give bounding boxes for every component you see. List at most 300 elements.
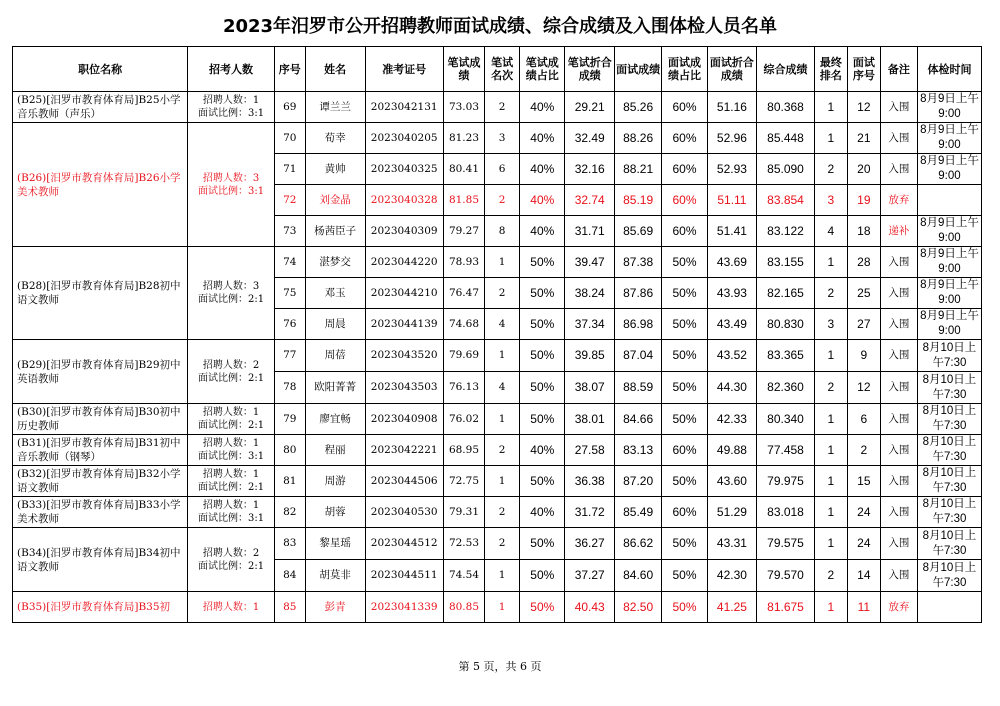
- time-cell: 8月10日上午7:30: [917, 560, 981, 592]
- wpct-cell: 40%: [520, 216, 565, 247]
- header-cell: 面试成绩占比: [662, 47, 707, 92]
- wrank-cell: 4: [485, 309, 520, 340]
- ticket-cell: 2023044210: [365, 278, 443, 309]
- wconv-cell: 27.58: [565, 435, 614, 466]
- interview-cell: 84.66: [614, 404, 661, 435]
- interview-cell: 85.49: [614, 497, 661, 528]
- recruit-count-cell: [188, 247, 275, 340]
- interview-ratio: 面试比例：3:1: [197, 108, 265, 119]
- no-cell: 78: [274, 372, 305, 404]
- iseq-cell: 25: [847, 278, 880, 309]
- time-cell: 8月9日上午9:00: [917, 92, 981, 123]
- written-cell: 81.23: [443, 123, 484, 154]
- header-cell: 准考证号: [365, 47, 443, 92]
- wpct-cell: 50%: [520, 528, 565, 560]
- ticket-cell: 2023044512: [365, 528, 443, 560]
- time-cell: [917, 185, 981, 216]
- wpct-cell: 50%: [520, 466, 565, 497]
- iconv-cell: 51.11: [707, 185, 756, 216]
- position-name-cell: (B33)[汨罗市教育体育局]B33小学美术教师: [13, 497, 188, 528]
- note-cell: 入围: [880, 560, 917, 592]
- written-cell: 73.03: [443, 92, 484, 123]
- header-cell: 序号: [274, 47, 305, 92]
- wpct-cell: 50%: [520, 560, 565, 592]
- name-cell: 程丽: [305, 435, 365, 466]
- iseq-cell: 19: [847, 185, 880, 216]
- wpct-cell: 40%: [520, 123, 565, 154]
- written-cell: 72.75: [443, 466, 484, 497]
- iconv-cell: 43.69: [707, 247, 756, 278]
- iseq-cell: 24: [847, 528, 880, 560]
- position-name-cell: (B35)[汨罗市教育体育局]B35初: [13, 592, 188, 623]
- wconv-cell: 31.71: [565, 216, 614, 247]
- total-cell: 85.090: [757, 154, 815, 185]
- final-cell: 3: [814, 185, 847, 216]
- iconv-cell: 52.93: [707, 154, 756, 185]
- no-cell: 75: [274, 278, 305, 309]
- wpct-cell: 40%: [520, 185, 565, 216]
- recruit-count-cell: [188, 592, 275, 623]
- wconv-cell: 37.27: [565, 560, 614, 592]
- iseq-cell: 12: [847, 372, 880, 404]
- name-cell: 欧阳菁菁: [305, 372, 365, 404]
- name-cell: 荀幸: [305, 123, 365, 154]
- wpct-cell: 40%: [520, 435, 565, 466]
- time-cell: 8月10日上午7:30: [917, 497, 981, 528]
- recruit-count-cell: [188, 340, 275, 404]
- wrank-cell: 1: [485, 592, 520, 623]
- ticket-cell: 2023040309: [365, 216, 443, 247]
- ticket-cell: 2023041339: [365, 592, 443, 623]
- written-cell: 72.53: [443, 528, 484, 560]
- wpct-cell: 50%: [520, 340, 565, 372]
- position-name-cell: (B34)[汨罗市教育体育局]B34初中语文教师: [13, 528, 188, 592]
- written-cell: 76.13: [443, 372, 484, 404]
- ticket-cell: 2023044139: [365, 309, 443, 340]
- header-cell: 面试序号: [847, 47, 880, 92]
- final-cell: 1: [814, 435, 847, 466]
- header-cell: 招考人数: [188, 47, 275, 92]
- iseq-cell: 20: [847, 154, 880, 185]
- recruit-count: 招聘人数：1: [202, 469, 260, 480]
- written-cell: 79.31: [443, 497, 484, 528]
- table-row: [13, 466, 982, 497]
- recruit-count: 招聘人数：2: [202, 359, 260, 371]
- total-cell: 82.360: [757, 372, 815, 404]
- wconv-cell: 36.27: [565, 528, 614, 560]
- wrank-cell: 2: [485, 278, 520, 309]
- ipct-cell: 60%: [662, 216, 707, 247]
- interview-cell: 87.04: [614, 340, 661, 372]
- recruit-count-cell: [188, 92, 275, 123]
- note-cell: 入围: [880, 278, 917, 309]
- header-cell: 笔试名次: [485, 47, 520, 92]
- no-cell: 70: [274, 123, 305, 154]
- name-cell: 周蓓: [305, 340, 365, 372]
- no-cell: 72: [274, 185, 305, 216]
- name-cell: 杨茜臣子: [305, 216, 365, 247]
- recruit-count-cell: [188, 435, 275, 466]
- ticket-cell: 2023040328: [365, 185, 443, 216]
- wrank-cell: 2: [485, 435, 520, 466]
- iconv-cell: 49.88: [707, 435, 756, 466]
- table-row: [13, 340, 982, 372]
- iconv-cell: 42.33: [707, 404, 756, 435]
- recruit-count: 招聘人数：1: [202, 95, 260, 106]
- no-cell: 82: [274, 497, 305, 528]
- wrank-cell: 1: [485, 247, 520, 278]
- recruit-count: 招聘人数：1: [202, 601, 260, 613]
- iseq-cell: 6: [847, 404, 880, 435]
- time-cell: 8月9日上午9:00: [917, 247, 981, 278]
- ipct-cell: 50%: [662, 404, 707, 435]
- time-cell: 8月9日上午9:00: [917, 216, 981, 247]
- ticket-cell: 2023042221: [365, 435, 443, 466]
- ticket-cell: 2023043520: [365, 340, 443, 372]
- iconv-cell: 43.60: [707, 466, 756, 497]
- ipct-cell: 60%: [662, 185, 707, 216]
- ipct-cell: 60%: [662, 497, 707, 528]
- ticket-cell: 2023040908: [365, 404, 443, 435]
- final-cell: 1: [814, 92, 847, 123]
- ipct-cell: 60%: [662, 154, 707, 185]
- final-cell: 3: [814, 309, 847, 340]
- name-cell: 谭兰兰: [305, 92, 365, 123]
- note-cell: 入围: [880, 404, 917, 435]
- recruit-count: 招聘人数：1: [202, 500, 260, 511]
- total-cell: 83.122: [757, 216, 815, 247]
- interview-ratio: 面试比例：3:1: [197, 513, 265, 524]
- ipct-cell: 50%: [662, 372, 707, 404]
- wconv-cell: 40.43: [565, 592, 614, 623]
- wconv-cell: 36.38: [565, 466, 614, 497]
- header-cell: 面试成绩: [614, 47, 661, 92]
- wrank-cell: 1: [485, 466, 520, 497]
- ipct-cell: 50%: [662, 466, 707, 497]
- position-name-cell: (B25)[汨罗市教育体育局]B25小学音乐教师（声乐）: [13, 92, 188, 123]
- written-cell: 76.47: [443, 278, 484, 309]
- note-cell: 入围: [880, 340, 917, 372]
- recruit-count-cell: [188, 123, 275, 247]
- no-cell: 76: [274, 309, 305, 340]
- final-cell: 1: [814, 247, 847, 278]
- interview-ratio: 面试比例：3:1: [197, 451, 265, 462]
- written-cell: 78.93: [443, 247, 484, 278]
- wpct-cell: 50%: [520, 592, 565, 623]
- time-cell: 8月10日上午7:30: [917, 340, 981, 372]
- final-cell: 1: [814, 592, 847, 623]
- interview-cell: 86.62: [614, 528, 661, 560]
- no-cell: 73: [274, 216, 305, 247]
- iseq-cell: 18: [847, 216, 880, 247]
- iconv-cell: 43.31: [707, 528, 756, 560]
- final-cell: 2: [814, 278, 847, 309]
- total-cell: 82.165: [757, 278, 815, 309]
- name-cell: 胡莫非: [305, 560, 365, 592]
- table-body: [13, 92, 982, 623]
- written-cell: 80.41: [443, 154, 484, 185]
- no-cell: 83: [274, 528, 305, 560]
- wpct-cell: 50%: [520, 309, 565, 340]
- note-cell: 入围: [880, 154, 917, 185]
- ipct-cell: 60%: [662, 435, 707, 466]
- wpct-cell: 40%: [520, 154, 565, 185]
- interview-cell: 85.26: [614, 92, 661, 123]
- no-cell: 79: [274, 404, 305, 435]
- iseq-cell: 14: [847, 560, 880, 592]
- name-cell: 胡蓉: [305, 497, 365, 528]
- total-cell: 80.340: [757, 404, 815, 435]
- time-cell: 8月9日上午9:00: [917, 154, 981, 185]
- ticket-cell: 2023040205: [365, 123, 443, 154]
- time-cell: 8月10日上午7:30: [917, 528, 981, 560]
- name-cell: 黄帅: [305, 154, 365, 185]
- total-cell: 83.365: [757, 340, 815, 372]
- total-cell: 83.155: [757, 247, 815, 278]
- interview-cell: 85.69: [614, 216, 661, 247]
- table-header-row: [13, 47, 982, 92]
- recruit-count: 招聘人数：1: [202, 438, 260, 449]
- interview-ratio: 面试比例：2:1: [197, 560, 265, 572]
- time-cell: 8月9日上午9:00: [917, 278, 981, 309]
- final-cell: 1: [814, 340, 847, 372]
- position-name-cell: (B26)[汨罗市教育体育局]B26小学美术教师: [13, 123, 188, 247]
- ticket-cell: 2023042131: [365, 92, 443, 123]
- header-cell: 笔试成绩占比: [520, 47, 565, 92]
- wrank-cell: 1: [485, 560, 520, 592]
- no-cell: 74: [274, 247, 305, 278]
- iconv-cell: 41.25: [707, 592, 756, 623]
- name-cell: 黎星瑶: [305, 528, 365, 560]
- interview-cell: 82.50: [614, 592, 661, 623]
- recruit-count: 招聘人数：2: [202, 547, 260, 559]
- wrank-cell: 1: [485, 340, 520, 372]
- wrank-cell: 2: [485, 497, 520, 528]
- total-cell: 79.975: [757, 466, 815, 497]
- table-row: [13, 528, 982, 560]
- header-cell: 姓名: [305, 47, 365, 92]
- table-row: [13, 92, 982, 123]
- total-cell: 81.675: [757, 592, 815, 623]
- recruit-count: 招聘人数：3: [202, 281, 260, 292]
- time-cell: 8月9日上午9:00: [917, 123, 981, 154]
- iseq-cell: 21: [847, 123, 880, 154]
- interview-cell: 84.60: [614, 560, 661, 592]
- ticket-cell: 2023040325: [365, 154, 443, 185]
- wpct-cell: 40%: [520, 497, 565, 528]
- header-cell: 最终排名: [814, 47, 847, 92]
- final-cell: 2: [814, 154, 847, 185]
- iseq-cell: 28: [847, 247, 880, 278]
- iseq-cell: 9: [847, 340, 880, 372]
- table-row: [13, 592, 982, 623]
- position-name-cell: (B32)[汨罗市教育体育局]B32小学语文教师: [13, 466, 188, 497]
- wconv-cell: 38.24: [565, 278, 614, 309]
- iseq-cell: 24: [847, 497, 880, 528]
- note-cell: 入围: [880, 123, 917, 154]
- wconv-cell: 32.16: [565, 154, 614, 185]
- iconv-cell: 51.29: [707, 497, 756, 528]
- note-cell: 放弃: [880, 185, 917, 216]
- interview-ratio: 面试比例：3:1: [197, 185, 265, 197]
- header-cell: 面试折合成绩: [707, 47, 756, 92]
- results-table: [12, 46, 982, 623]
- ipct-cell: 50%: [662, 560, 707, 592]
- interview-cell: 88.59: [614, 372, 661, 404]
- header-cell: 体检时间: [917, 47, 981, 92]
- time-cell: 8月10日上午7:30: [917, 466, 981, 497]
- wconv-cell: 32.74: [565, 185, 614, 216]
- wrank-cell: 3: [485, 123, 520, 154]
- written-cell: 79.27: [443, 216, 484, 247]
- wpct-cell: 50%: [520, 372, 565, 404]
- wconv-cell: 39.47: [565, 247, 614, 278]
- name-cell: 廖宜畅: [305, 404, 365, 435]
- time-cell: 8月10日上午7:30: [917, 372, 981, 404]
- written-cell: 80.85: [443, 592, 484, 623]
- ipct-cell: 50%: [662, 528, 707, 560]
- name-cell: 彭青: [305, 592, 365, 623]
- iseq-cell: 12: [847, 92, 880, 123]
- note-cell: 入围: [880, 435, 917, 466]
- header-cell: 备注: [880, 47, 917, 92]
- ipct-cell: 50%: [662, 278, 707, 309]
- name-cell: 邓玉: [305, 278, 365, 309]
- final-cell: 4: [814, 216, 847, 247]
- final-cell: 1: [814, 497, 847, 528]
- position-name-cell: (B31)[汨罗市教育体育局]B31初中音乐教师（钢琴）: [13, 435, 188, 466]
- wrank-cell: 6: [485, 154, 520, 185]
- no-cell: 81: [274, 466, 305, 497]
- total-cell: 80.368: [757, 92, 815, 123]
- total-cell: 79.570: [757, 560, 815, 592]
- interview-cell: 83.13: [614, 435, 661, 466]
- page-title: 2023年汨罗市公开招聘教师面试成绩、综合成绩及入围体检人员名单: [222, 16, 778, 37]
- final-cell: 1: [814, 466, 847, 497]
- note-cell: 入围: [880, 247, 917, 278]
- note-cell: 入围: [880, 466, 917, 497]
- wrank-cell: 2: [485, 528, 520, 560]
- note-cell: 入围: [880, 372, 917, 404]
- recruit-count: 招聘人数：1: [202, 407, 260, 418]
- written-cell: 68.95: [443, 435, 484, 466]
- iseq-cell: 11: [847, 592, 880, 623]
- recruit-count-cell: [188, 404, 275, 435]
- interview-cell: 87.86: [614, 278, 661, 309]
- wconv-cell: 37.34: [565, 309, 614, 340]
- iconv-cell: 42.30: [707, 560, 756, 592]
- interview-cell: 88.26: [614, 123, 661, 154]
- position-name-cell: (B29)[汨罗市教育体育局]B29初中英语教师: [13, 340, 188, 404]
- iconv-cell: 51.16: [707, 92, 756, 123]
- written-cell: 79.69: [443, 340, 484, 372]
- name-cell: 刘金晶: [305, 185, 365, 216]
- interview-cell: 87.38: [614, 247, 661, 278]
- written-cell: 74.68: [443, 309, 484, 340]
- recruit-count-cell: [188, 466, 275, 497]
- wconv-cell: 32.49: [565, 123, 614, 154]
- written-cell: 81.85: [443, 185, 484, 216]
- interview-ratio: 面试比例：2:1: [197, 294, 265, 305]
- iconv-cell: 43.49: [707, 309, 756, 340]
- final-cell: 2: [814, 560, 847, 592]
- no-cell: 77: [274, 340, 305, 372]
- interview-ratio: 面试比例：2:1: [197, 372, 265, 384]
- table-row: [13, 247, 982, 278]
- final-cell: 2: [814, 372, 847, 404]
- interview-ratio: 面试比例：2:1: [197, 482, 265, 493]
- time-cell: 8月10日上午7:30: [917, 404, 981, 435]
- final-cell: 1: [814, 123, 847, 154]
- written-cell: 74.54: [443, 560, 484, 592]
- position-name-cell: (B30)[汨罗市教育体育局]B30初中历史教师: [13, 404, 188, 435]
- final-cell: 1: [814, 404, 847, 435]
- interview-cell: 86.98: [614, 309, 661, 340]
- time-cell: 8月9日上午9:00: [917, 309, 981, 340]
- total-cell: 83.018: [757, 497, 815, 528]
- ticket-cell: 2023044220: [365, 247, 443, 278]
- position-name-cell: (B28)[汨罗市教育体育局]B28初中语文教师: [13, 247, 188, 340]
- no-cell: 84: [274, 560, 305, 592]
- time-cell: [917, 592, 981, 623]
- no-cell: 80: [274, 435, 305, 466]
- note-cell: 入围: [880, 497, 917, 528]
- header-cell: 笔试成绩: [443, 47, 484, 92]
- header-cell: 综合成绩: [757, 47, 815, 92]
- wpct-cell: 50%: [520, 278, 565, 309]
- no-cell: 85: [274, 592, 305, 623]
- interview-cell: 85.19: [614, 185, 661, 216]
- ticket-cell: 2023040530: [365, 497, 443, 528]
- interview-ratio: 面试比例：2:1: [197, 420, 265, 431]
- page-number: 第 5 页，共 6 页: [458, 660, 542, 673]
- interview-cell: 88.21: [614, 154, 661, 185]
- note-cell: 入围: [880, 309, 917, 340]
- iconv-cell: 43.93: [707, 278, 756, 309]
- table-row: [13, 404, 982, 435]
- time-cell: 8月10日上午7:30: [917, 435, 981, 466]
- name-cell: 周游: [305, 466, 365, 497]
- wconv-cell: 38.01: [565, 404, 614, 435]
- final-cell: 1: [814, 528, 847, 560]
- wconv-cell: 38.07: [565, 372, 614, 404]
- wconv-cell: 39.85: [565, 340, 614, 372]
- note-cell: 入围: [880, 528, 917, 560]
- no-cell: 69: [274, 92, 305, 123]
- wpct-cell: 50%: [520, 247, 565, 278]
- wrank-cell: 1: [485, 404, 520, 435]
- iconv-cell: 43.52: [707, 340, 756, 372]
- ticket-cell: 2023044511: [365, 560, 443, 592]
- header-cell: 笔试折合成绩: [565, 47, 614, 92]
- total-cell: 85.448: [757, 123, 815, 154]
- iconv-cell: 44.30: [707, 372, 756, 404]
- iconv-cell: 51.41: [707, 216, 756, 247]
- ipct-cell: 60%: [662, 92, 707, 123]
- written-cell: 76.02: [443, 404, 484, 435]
- ipct-cell: 50%: [662, 592, 707, 623]
- header-cell: 职位名称: [13, 47, 188, 92]
- iseq-cell: 2: [847, 435, 880, 466]
- total-cell: 79.575: [757, 528, 815, 560]
- ipct-cell: 50%: [662, 309, 707, 340]
- total-cell: 83.854: [757, 185, 815, 216]
- interview-cell: 87.20: [614, 466, 661, 497]
- table-row: [13, 435, 982, 466]
- name-cell: 湛梦交: [305, 247, 365, 278]
- ipct-cell: 60%: [662, 123, 707, 154]
- ticket-cell: 2023044506: [365, 466, 443, 497]
